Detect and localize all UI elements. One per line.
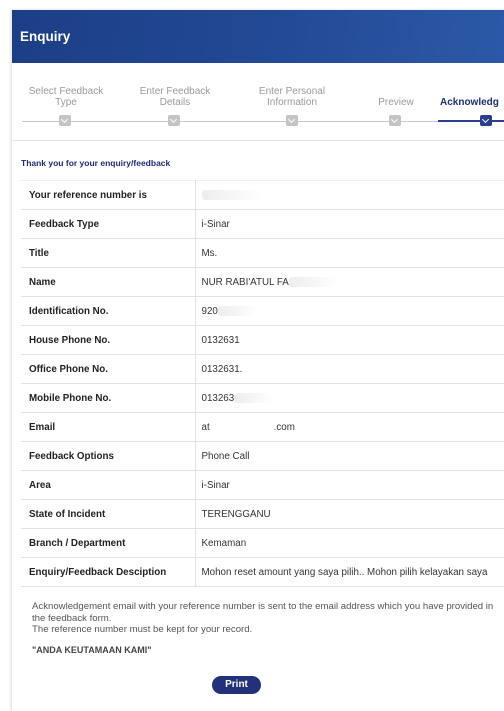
step-label-line1: Enter Feedback <box>139 86 211 97</box>
row-label: Title <box>21 239 195 268</box>
stepper-track-active <box>438 120 504 122</box>
row-label: Identification No. <box>21 297 195 326</box>
table-row <box>21 413 504 442</box>
row-label: Area <box>21 471 195 500</box>
row-value: 0132631 <box>201 334 240 346</box>
row-value: i-Sinar <box>201 479 230 491</box>
step-acknowledgement <box>440 86 504 108</box>
row-label: Mobile Phone No. <box>21 384 195 413</box>
row-label: Office Phone No. <box>21 355 195 384</box>
progress-stepper <box>12 73 504 141</box>
step-4-chevron-icon <box>389 115 401 126</box>
row-value: NUR RABI'ATUL FA <box>201 276 289 288</box>
step-1-chevron-icon <box>59 115 71 126</box>
redacted-area <box>202 190 262 200</box>
print-area <box>21 674 504 694</box>
step-enter-feedback-details <box>135 86 215 108</box>
table-row <box>21 500 504 529</box>
print-button[interactable]: Print <box>212 676 261 694</box>
row-label: Enquiry/Feedback Desciption <box>21 558 195 587</box>
acknowledgement-content <box>12 158 504 694</box>
table-row <box>21 181 504 210</box>
row-value: i-Sinar <box>201 218 230 230</box>
row-label: Feedback Type <box>21 210 195 239</box>
thanks-message: Thank you for your enquiry/feedback <box>21 158 171 168</box>
step-enter-personal-information <box>252 86 332 108</box>
row-label: Name <box>21 268 195 297</box>
row-value: Phone Call <box>201 450 250 462</box>
redacted-area <box>289 277 339 287</box>
email-suffix: .com <box>273 421 295 433</box>
step-label-line1: Select Feedback <box>28 86 104 97</box>
reference-number-value <box>195 181 504 210</box>
submission-details-table <box>21 180 504 587</box>
redacted-area <box>218 306 258 316</box>
note-line: Acknowledgement email with your reference number is sent to the email address which you have provided in <box>32 601 494 612</box>
row-label: Feedback Options <box>21 442 195 471</box>
email-value <box>195 413 504 442</box>
row-value: 920 <box>201 305 218 317</box>
row-value: TERENGGANU <box>201 508 271 520</box>
step-label-line2: Information <box>266 97 318 108</box>
identification-value <box>195 297 504 326</box>
row-value: 013263 <box>201 392 235 404</box>
acknowledgement-note <box>21 601 504 656</box>
table-row <box>21 210 504 239</box>
row-label: Branch / Department <box>21 529 195 558</box>
enquiry-window <box>12 10 504 711</box>
row-label: State of Incident <box>21 500 195 529</box>
step-select-feedback-type <box>26 86 106 108</box>
note-line: The reference number must be kept for your record. <box>32 624 253 635</box>
table-row <box>21 558 504 587</box>
table-row <box>21 297 504 326</box>
row-label: House Phone No. <box>21 326 195 355</box>
step-label-line2: Type <box>55 97 77 108</box>
stepper-track <box>22 121 504 122</box>
table-row <box>21 471 504 500</box>
table-row <box>21 384 504 413</box>
row-label: Email <box>21 413 195 442</box>
mobile-phone-value <box>195 384 504 413</box>
row-value: Ms. <box>201 247 218 259</box>
step-label-line1: Acknowledg <box>440 97 499 108</box>
step-label-line2: Details <box>159 97 191 108</box>
note-line: the feedback form. <box>32 612 112 624</box>
step-label-line1: Enter Personal <box>258 86 326 97</box>
row-value: 0132631. <box>201 363 243 375</box>
table-row <box>21 442 504 471</box>
email-prefix: at <box>201 421 210 433</box>
step-2-chevron-icon <box>168 115 180 126</box>
table-row <box>21 326 504 355</box>
row-value: Kemaman <box>201 537 247 549</box>
row-label: Your reference number is <box>21 181 195 210</box>
name-value <box>195 268 504 297</box>
step-preview <box>366 86 426 108</box>
step-3-chevron-icon <box>286 115 298 126</box>
table-row <box>21 268 504 297</box>
motto-text: "ANDA KEUTAMAAN KAMI" <box>32 644 152 655</box>
table-row <box>21 529 504 558</box>
table-row <box>21 239 504 268</box>
row-value: Mohon reset amount yang saya pilih.. Mohon pilih kelayakan saya <box>201 566 488 578</box>
page-header <box>12 10 504 63</box>
step-label-line1: Preview <box>378 97 414 108</box>
redacted-area <box>234 393 274 403</box>
step-5-chevron-icon <box>480 115 492 126</box>
table-row <box>21 355 504 384</box>
page-title: Enquiry <box>20 29 71 44</box>
